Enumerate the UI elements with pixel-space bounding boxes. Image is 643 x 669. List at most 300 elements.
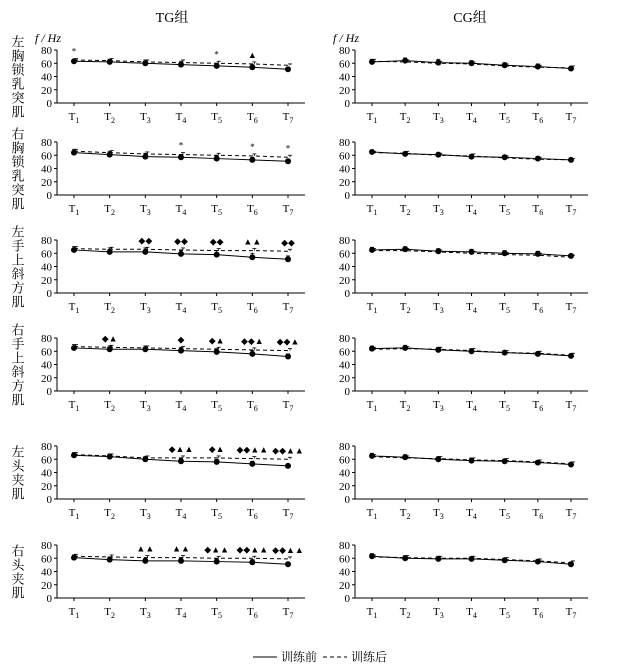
data-point <box>249 461 255 467</box>
muscle-label-char: 肌 <box>11 486 25 502</box>
y-tick-label: 40 <box>339 359 350 372</box>
x-tick-subscript: 1 <box>373 611 378 620</box>
x-tick-subscript: 1 <box>373 208 378 217</box>
y-tick-label: 20 <box>339 274 350 287</box>
x-tick-label <box>499 111 510 125</box>
muscle-label-char: 斜 <box>11 266 25 282</box>
y-tick-label: 80 <box>339 333 350 345</box>
muscle-label-char: 左 <box>11 34 25 50</box>
x-tick-subscript: 7 <box>289 208 294 217</box>
x-tick-subscript: 3 <box>146 611 151 620</box>
legend-label-before: 训练前 <box>281 650 318 664</box>
x-tick-subscript: 6 <box>539 306 544 315</box>
x-tick-letter: T <box>246 203 254 215</box>
x-tick-letter: T <box>499 507 507 519</box>
x-tick-subscript: 1 <box>75 611 80 620</box>
y-tick-label: 20 <box>339 372 350 385</box>
x-tick-label <box>104 203 115 217</box>
y-tick-label: 40 <box>41 566 52 579</box>
x-tick-subscript: 2 <box>406 611 411 620</box>
y-tick-label: 20 <box>339 480 350 493</box>
x-tick-label <box>176 203 187 217</box>
data-point <box>285 66 291 72</box>
x-tick-label <box>211 111 222 125</box>
x-tick-label <box>367 507 378 521</box>
y-tick-label: 60 <box>41 150 52 163</box>
y-tick-label: 0 <box>46 494 52 506</box>
x-tick-letter: T <box>282 507 290 519</box>
x-tick-subscript: 5 <box>506 306 511 315</box>
x-tick-label <box>532 507 543 521</box>
x-tick-label <box>466 203 477 217</box>
muscle-label-char: 锁 <box>11 154 25 170</box>
y-tick-label: 60 <box>339 248 350 261</box>
chart-panel <box>339 137 588 217</box>
data-point <box>249 157 255 163</box>
x-tick-label <box>69 507 80 521</box>
x-tick-label <box>400 606 411 620</box>
x-tick-label <box>211 606 222 620</box>
y-tick-label: 60 <box>41 346 52 359</box>
data-point <box>214 559 220 565</box>
x-tick-label <box>211 203 222 217</box>
x-tick-letter: T <box>175 507 183 519</box>
data-point <box>142 558 148 564</box>
x-tick-letter: T <box>432 507 440 519</box>
y-tick-label: 0 <box>46 288 52 300</box>
x-tick-letter: T <box>399 606 407 618</box>
x-tick-letter: T <box>399 111 407 123</box>
group-title-cg: CG组 <box>453 11 487 26</box>
x-tick-subscript: 6 <box>253 208 258 217</box>
x-tick-letter: T <box>366 111 374 123</box>
muscle-label-char: 右 <box>11 126 25 142</box>
x-tick-subscript: 3 <box>439 116 444 125</box>
x-tick-letter: T <box>499 606 507 618</box>
y-tick-label: 60 <box>41 58 52 71</box>
muscle-label-char: 左 <box>11 224 25 240</box>
muscle-label-char: 锁 <box>11 62 25 78</box>
x-tick-subscript: 7 <box>572 512 577 521</box>
x-tick-letter: T <box>282 301 290 313</box>
x-tick-letter: T <box>139 203 147 215</box>
x-tick-letter: T <box>104 507 112 519</box>
x-tick-label <box>69 301 80 315</box>
x-tick-label <box>532 606 543 620</box>
x-tick-letter: T <box>532 203 540 215</box>
data-point <box>249 351 255 357</box>
y-tick-label: 60 <box>339 150 350 163</box>
y-tick-label: 40 <box>339 163 350 176</box>
data-point <box>214 252 220 258</box>
y-tick-label: 40 <box>41 163 52 176</box>
x-tick-label <box>433 507 444 521</box>
x-tick-label <box>283 111 294 125</box>
muscle-label-char: 右 <box>11 322 25 338</box>
muscle-label-char: 肌 <box>11 392 25 408</box>
significance-marker: ◆◆ <box>138 235 153 246</box>
y-tick-label: 0 <box>46 593 52 605</box>
x-tick-letter: T <box>68 203 76 215</box>
x-tick-letter: T <box>282 606 290 618</box>
x-tick-letter: T <box>104 301 112 313</box>
chart-panel <box>339 235 588 315</box>
y-tick-label: 80 <box>41 333 52 345</box>
y-tick-label: 60 <box>41 454 52 467</box>
x-tick-subscript: 6 <box>253 611 258 620</box>
significance-marker: ◆◆▲ <box>276 336 300 347</box>
x-tick-subscript: 3 <box>439 404 444 413</box>
y-tick-label: 0 <box>46 190 52 202</box>
x-tick-label <box>400 203 411 217</box>
muscle-label-char: 夹 <box>11 571 25 587</box>
significance-marker: ◆◆▲▲ <box>272 544 304 555</box>
x-tick-subscript: 4 <box>472 512 477 521</box>
x-tick-label <box>69 203 80 217</box>
x-tick-subscript: 5 <box>506 208 511 217</box>
x-tick-letter: T <box>139 507 147 519</box>
x-tick-subscript: 1 <box>75 404 80 413</box>
y-tick-label: 40 <box>339 467 350 480</box>
x-tick-letter: T <box>68 399 76 411</box>
x-tick-subscript: 2 <box>111 208 116 217</box>
x-tick-subscript: 1 <box>75 512 80 521</box>
x-tick-letter: T <box>211 399 219 411</box>
x-tick-label <box>566 507 577 521</box>
x-tick-label <box>140 111 151 125</box>
y-tick-label: 40 <box>339 71 350 84</box>
x-tick-letter: T <box>466 301 473 313</box>
x-tick-letter: T <box>565 399 573 411</box>
muscle-label-char: 夹 <box>11 472 25 488</box>
y-tick-label: 0 <box>46 98 52 110</box>
y-tick-label: 0 <box>46 386 52 398</box>
x-tick-label <box>532 203 543 217</box>
muscle-label-char: 上 <box>11 252 25 268</box>
chart-panel <box>11 225 305 316</box>
data-point <box>142 154 148 160</box>
x-tick-letter: T <box>175 399 183 411</box>
muscle-label-char: 斜 <box>11 364 25 380</box>
x-tick-label <box>566 203 577 217</box>
x-tick-subscript: 7 <box>289 116 294 125</box>
x-tick-label <box>140 399 151 413</box>
x-tick-label <box>466 399 477 413</box>
x-tick-letter: T <box>565 606 573 618</box>
x-tick-letter: T <box>211 606 219 618</box>
x-tick-letter: T <box>68 507 76 519</box>
x-tick-label <box>247 301 258 315</box>
significance-marker: ▲▲ <box>172 543 190 554</box>
chart-panel <box>333 31 588 125</box>
data-point <box>285 463 291 469</box>
x-tick-subscript: 7 <box>289 306 294 315</box>
x-tick-letter: T <box>139 301 147 313</box>
significance-marker: ◆▲ <box>101 333 118 344</box>
x-tick-letter: T <box>366 301 374 313</box>
muscle-label-char: 右 <box>11 543 25 559</box>
data-point <box>214 156 220 162</box>
x-tick-subscript: 1 <box>75 306 80 315</box>
x-tick-subscript: 2 <box>406 208 411 217</box>
x-tick-label <box>283 399 294 413</box>
chart-panel <box>11 441 305 521</box>
y-tick-label: 0 <box>344 386 350 398</box>
y-tick-label: 60 <box>339 553 350 566</box>
y-tick-label: 0 <box>344 593 350 605</box>
x-tick-subscript: 1 <box>373 116 378 125</box>
x-tick-label <box>499 507 510 521</box>
x-tick-letter: T <box>499 203 507 215</box>
y-tick-label: 20 <box>41 480 52 493</box>
muscle-label-char: 方 <box>11 378 25 394</box>
x-tick-letter: T <box>68 606 76 618</box>
data-point <box>285 158 291 164</box>
x-tick-label <box>140 606 151 620</box>
x-tick-subscript: 1 <box>373 306 378 315</box>
x-tick-subscript: 4 <box>472 208 477 217</box>
x-tick-subscript: 6 <box>539 404 544 413</box>
x-tick-label <box>283 301 294 315</box>
x-tick-label <box>176 301 187 315</box>
chart-panel <box>339 333 588 413</box>
x-tick-label <box>433 606 444 620</box>
x-tick-letter: T <box>366 399 374 411</box>
muscle-label-char: 肌 <box>11 585 25 601</box>
significance-marker: ◆▲ <box>208 443 225 454</box>
x-tick-subscript: 2 <box>111 611 116 620</box>
x-tick-subscript: 6 <box>253 404 258 413</box>
x-tick-label <box>69 606 80 620</box>
chart-panel <box>11 31 305 125</box>
y-tick-label: 0 <box>344 98 350 110</box>
muscle-label-char: 方 <box>11 280 25 296</box>
x-tick-label <box>400 507 411 521</box>
x-tick-letter: T <box>399 507 407 519</box>
x-tick-label <box>433 399 444 413</box>
data-point <box>214 459 220 465</box>
x-tick-subscript: 5 <box>218 512 223 521</box>
x-tick-letter: T <box>139 111 147 123</box>
data-point <box>249 64 255 70</box>
x-tick-subscript: 2 <box>111 116 116 125</box>
significance-marker: ▲▲ <box>243 236 262 247</box>
x-tick-letter: T <box>211 203 219 215</box>
x-tick-letter: T <box>499 301 507 313</box>
x-tick-label <box>247 606 258 620</box>
significance-marker: * <box>285 143 291 154</box>
x-tick-subscript: 1 <box>373 512 378 521</box>
data-point <box>214 63 220 69</box>
y-axis-label: f / Hz <box>35 31 62 45</box>
x-tick-letter: T <box>246 606 254 618</box>
data-point <box>214 349 220 355</box>
x-tick-label <box>247 399 258 413</box>
y-tick-label: 80 <box>41 540 52 552</box>
significance-marker: ◆◆▲▲ <box>272 445 304 456</box>
x-tick-letter: T <box>432 606 440 618</box>
y-axis-label: f / Hz <box>333 31 360 45</box>
x-tick-subscript: 4 <box>182 512 187 521</box>
x-tick-label <box>532 111 543 125</box>
x-tick-subscript: 3 <box>146 306 151 315</box>
x-tick-letter: T <box>366 606 374 618</box>
y-tick-label: 60 <box>41 553 52 566</box>
data-point <box>285 256 291 262</box>
x-tick-subscript: 7 <box>572 404 577 413</box>
x-tick-label <box>400 399 411 413</box>
x-tick-letter: T <box>139 399 147 411</box>
x-tick-letter: T <box>432 111 440 123</box>
x-tick-letter: T <box>175 301 183 313</box>
x-tick-subscript: 4 <box>472 611 477 620</box>
x-tick-label <box>211 399 222 413</box>
x-tick-subscript: 2 <box>406 512 411 521</box>
x-tick-subscript: 1 <box>75 208 80 217</box>
x-tick-subscript: 1 <box>75 116 80 125</box>
x-tick-label <box>247 111 258 125</box>
x-tick-label <box>176 606 187 620</box>
x-tick-letter: T <box>366 507 374 519</box>
x-tick-subscript: 6 <box>539 116 544 125</box>
chart-panel <box>11 540 305 620</box>
muscle-label-char: 肌 <box>11 104 25 120</box>
x-tick-label <box>69 111 80 125</box>
x-tick-subscript: 7 <box>572 116 577 125</box>
data-point <box>249 254 255 260</box>
x-tick-label <box>367 606 378 620</box>
y-tick-label: 20 <box>339 84 350 97</box>
y-tick-label: 40 <box>41 467 52 480</box>
x-tick-label <box>499 399 510 413</box>
muscle-label-char: 突 <box>11 182 25 198</box>
x-tick-letter: T <box>246 399 254 411</box>
x-tick-subscript: 4 <box>182 116 187 125</box>
x-tick-label <box>433 111 444 125</box>
x-tick-letter: T <box>211 301 219 313</box>
y-tick-label: 40 <box>339 566 350 579</box>
x-tick-subscript: 4 <box>182 611 187 620</box>
significance-marker: ◆▲▲ <box>204 544 230 555</box>
x-tick-subscript: 5 <box>218 208 223 217</box>
significance-marker: * <box>250 141 255 152</box>
x-tick-subscript: 2 <box>111 404 116 413</box>
x-tick-label <box>532 301 543 315</box>
y-tick-label: 80 <box>41 137 52 149</box>
x-tick-letter: T <box>565 111 573 123</box>
x-tick-subscript: 7 <box>572 611 577 620</box>
x-tick-letter: T <box>466 111 473 123</box>
significance-marker: ▲ <box>247 49 257 60</box>
chart-panels <box>11 31 588 620</box>
x-tick-label <box>104 606 115 620</box>
y-tick-label: 20 <box>41 372 52 385</box>
significance-marker: * <box>178 140 184 151</box>
x-tick-subscript: 2 <box>406 116 411 125</box>
x-tick-letter: T <box>366 203 374 215</box>
muscle-label-char: 上 <box>11 350 25 366</box>
significance-marker: ◆▲ <box>208 335 225 346</box>
x-tick-letter: T <box>432 301 440 313</box>
x-tick-subscript: 5 <box>506 512 511 521</box>
x-tick-label <box>283 606 294 620</box>
x-tick-letter: T <box>565 301 573 313</box>
muscle-label-char: 突 <box>11 90 25 106</box>
x-tick-label <box>566 301 577 315</box>
data-point <box>178 251 184 257</box>
x-tick-letter: T <box>565 507 573 519</box>
x-tick-label <box>367 301 378 315</box>
x-tick-subscript: 5 <box>506 611 511 620</box>
significance-marker: ◆▲▲ <box>168 443 194 454</box>
x-tick-letter: T <box>532 399 540 411</box>
y-tick-label: 20 <box>339 176 350 189</box>
x-tick-label <box>400 111 411 125</box>
significance-marker: ◆◆▲▲ <box>236 444 269 455</box>
x-tick-letter: T <box>466 399 473 411</box>
muscle-label-char: 头 <box>11 458 25 474</box>
x-tick-label <box>104 111 115 125</box>
x-tick-subscript: 3 <box>146 116 151 125</box>
y-tick-label: 80 <box>41 235 52 247</box>
x-tick-label <box>499 606 510 620</box>
x-tick-letter: T <box>532 507 540 519</box>
muscle-label-char: 手 <box>11 336 25 352</box>
x-tick-letter: T <box>432 203 440 215</box>
x-tick-letter: T <box>68 111 76 123</box>
x-tick-letter: T <box>532 301 540 313</box>
x-tick-letter: T <box>175 111 183 123</box>
x-tick-label <box>566 399 577 413</box>
significance-marker: ◆◆ <box>281 237 295 248</box>
y-tick-label: 40 <box>41 359 52 372</box>
muscle-label-char: 乳 <box>11 76 25 92</box>
y-tick-label: 40 <box>339 261 350 274</box>
chart-panel <box>11 127 305 218</box>
x-tick-subscript: 6 <box>539 208 544 217</box>
data-point <box>107 249 113 255</box>
x-tick-subscript: 3 <box>146 404 151 413</box>
significance-marker: ▲▲ <box>136 543 155 554</box>
x-tick-label <box>466 507 477 521</box>
x-tick-subscript: 6 <box>539 512 544 521</box>
y-tick-label: 80 <box>41 441 52 453</box>
x-tick-letter: T <box>532 111 540 123</box>
x-tick-subscript: 2 <box>111 306 116 315</box>
legend <box>253 649 387 664</box>
x-tick-label <box>499 203 510 217</box>
data-point <box>178 154 184 160</box>
x-tick-letter: T <box>399 301 407 313</box>
x-tick-label <box>367 203 378 217</box>
x-tick-label <box>566 606 577 620</box>
y-tick-label: 80 <box>339 235 350 247</box>
x-tick-label <box>367 111 378 125</box>
significance-marker: ◆◆ <box>209 236 224 247</box>
x-tick-letter: T <box>466 507 473 519</box>
x-tick-subscript: 6 <box>253 512 258 521</box>
x-tick-letter: T <box>68 301 76 313</box>
x-tick-letter: T <box>211 507 219 519</box>
x-tick-letter: T <box>282 203 290 215</box>
x-tick-subscript: 3 <box>146 208 151 217</box>
x-tick-subscript: 7 <box>289 404 294 413</box>
x-tick-label <box>466 301 477 315</box>
significance-marker: ◆◆ <box>174 235 188 246</box>
x-tick-label <box>367 399 378 413</box>
muscle-label-char: 胸 <box>11 140 25 156</box>
x-tick-subscript: 3 <box>439 306 444 315</box>
